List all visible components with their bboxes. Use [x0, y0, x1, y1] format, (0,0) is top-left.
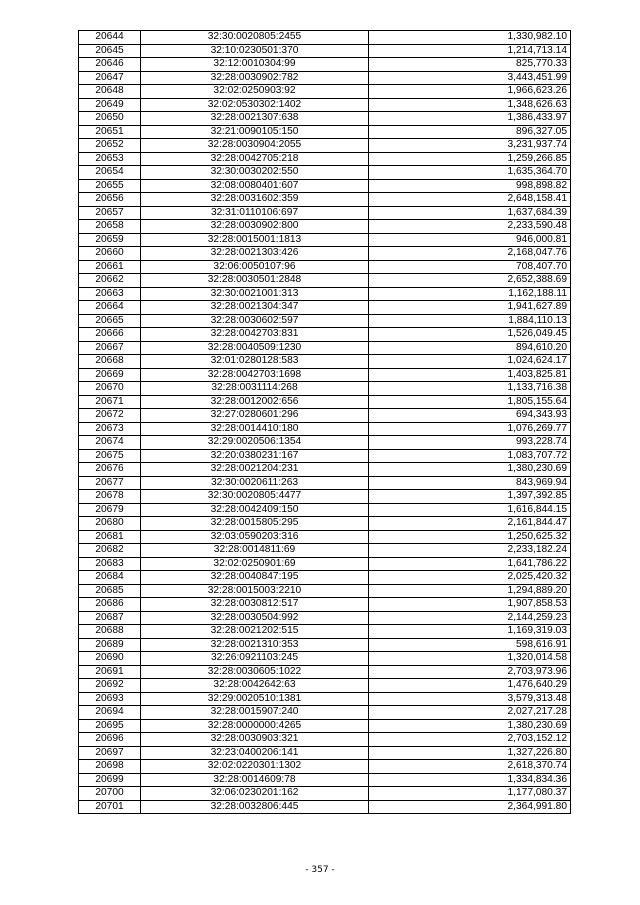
value-cell: 1,884,110.13 [369, 314, 571, 328]
value-cell: 3,231,937.74 [369, 139, 571, 153]
cadastral-number-cell: 32:30:0020805:2455 [141, 31, 369, 45]
row-number-cell: 20666 [79, 328, 141, 342]
table-row [79, 476, 571, 490]
table-row [79, 139, 571, 153]
cadastral-number-cell: 32:28:0021304:347 [141, 301, 369, 315]
table-row [79, 31, 571, 45]
value-cell: 1,476,640.29 [369, 679, 571, 693]
cadastral-number-cell: 32:28:0014410:180 [141, 422, 369, 436]
cadastral-number-cell: 32:28:0030902:800 [141, 220, 369, 234]
row-number-cell: 20700 [79, 787, 141, 801]
table-row [79, 233, 571, 247]
row-number-cell: 20687 [79, 611, 141, 625]
cadastral-number-cell: 32:28:0040509:1230 [141, 341, 369, 355]
value-cell: 1,403,825.81 [369, 368, 571, 382]
table-row [79, 625, 571, 639]
value-cell: 1,805,155.64 [369, 395, 571, 409]
row-number-cell: 20665 [79, 314, 141, 328]
value-cell: 2,027,217.28 [369, 706, 571, 720]
table-row [79, 166, 571, 180]
table-row [79, 152, 571, 166]
row-number-cell: 20651 [79, 125, 141, 139]
row-number-cell: 20672 [79, 409, 141, 423]
value-cell: 1,133,716.38 [369, 382, 571, 396]
cadastral-number-cell: 32:28:0042703:831 [141, 328, 369, 342]
value-cell: 3,579,313.48 [369, 692, 571, 706]
cadastral-number-cell: 32:29:0020510:1381 [141, 692, 369, 706]
value-cell: 1,348,626.63 [369, 98, 571, 112]
table-row [79, 530, 571, 544]
value-cell: 1,380,230.69 [369, 719, 571, 733]
cadastral-number-cell: 32:28:0031602:359 [141, 193, 369, 207]
cadastral-number-cell: 32:03:0590203:316 [141, 530, 369, 544]
cadastral-number-cell: 32:28:0021307:638 [141, 112, 369, 126]
table-row [79, 463, 571, 477]
row-number-cell: 20693 [79, 692, 141, 706]
row-number-cell: 20644 [79, 31, 141, 45]
row-number-cell: 20645 [79, 44, 141, 58]
table-row [79, 760, 571, 774]
page-number: - 357 - [305, 865, 335, 875]
cadastral-number-cell: 32:28:0015001:1813 [141, 233, 369, 247]
cadastral-number-cell: 32:06:0050107:96 [141, 260, 369, 274]
value-cell: 1,250,625.32 [369, 530, 571, 544]
row-number-cell: 20678 [79, 490, 141, 504]
cadastral-number-cell: 32:28:0021310:353 [141, 638, 369, 652]
value-cell: 2,233,590.48 [369, 220, 571, 234]
value-cell: 1,637,684.39 [369, 206, 571, 220]
row-number-cell: 20681 [79, 530, 141, 544]
table-row [79, 692, 571, 706]
table-row [79, 247, 571, 261]
value-cell: 708,407.70 [369, 260, 571, 274]
value-cell: 1,162,188.11 [369, 287, 571, 301]
value-cell: 694,343.93 [369, 409, 571, 423]
table-row [79, 746, 571, 760]
cadastral-number-cell: 32:02:0220301:1302 [141, 760, 369, 774]
table-row [79, 206, 571, 220]
row-number-cell: 20695 [79, 719, 141, 733]
value-cell: 1,941,627.89 [369, 301, 571, 315]
cadastral-number-cell: 32:30:0021001:313 [141, 287, 369, 301]
row-number-cell: 20673 [79, 422, 141, 436]
table-row [79, 719, 571, 733]
value-cell: 2,652,388.69 [369, 274, 571, 288]
row-number-cell: 20662 [79, 274, 141, 288]
table-row [79, 287, 571, 301]
row-number-cell: 20650 [79, 112, 141, 126]
value-cell: 1,076,269.77 [369, 422, 571, 436]
value-cell: 1,083,707.72 [369, 449, 571, 463]
value-cell: 598,616.91 [369, 638, 571, 652]
table-row [79, 274, 571, 288]
table-row [79, 85, 571, 99]
table-row [79, 395, 571, 409]
cadastral-number-cell: 32:12:0010304:99 [141, 58, 369, 72]
table-row [79, 436, 571, 450]
cadastral-number-cell: 32:28:0030812:517 [141, 598, 369, 612]
row-number-cell: 20691 [79, 665, 141, 679]
cadastral-number-cell: 32:21:0090105:150 [141, 125, 369, 139]
value-cell: 1,397,392.85 [369, 490, 571, 504]
cadastral-number-cell: 32:28:0021303:426 [141, 247, 369, 261]
value-cell: 2,161,844.47 [369, 517, 571, 531]
value-cell: 998,898.82 [369, 179, 571, 193]
cadastral-number-cell: 32:08:0080401:607 [141, 179, 369, 193]
table-row [79, 382, 571, 396]
cadastral-number-cell: 32:29:0020506:1354 [141, 436, 369, 450]
table-row [79, 517, 571, 531]
row-number-cell: 20692 [79, 679, 141, 693]
table-row [79, 611, 571, 625]
cadastral-number-cell: 32:31:0110106:697 [141, 206, 369, 220]
value-cell: 1,616,844.15 [369, 503, 571, 517]
table-row [79, 773, 571, 787]
value-cell: 2,025,420.32 [369, 571, 571, 585]
cadastral-number-cell: 32:02:0530302:1402 [141, 98, 369, 112]
value-cell: 2,618,370.74 [369, 760, 571, 774]
table-row [79, 71, 571, 85]
row-number-cell: 20661 [79, 260, 141, 274]
table-row [79, 638, 571, 652]
table-row [79, 355, 571, 369]
row-number-cell: 20690 [79, 652, 141, 666]
table-row [79, 787, 571, 801]
table-row [79, 449, 571, 463]
table-row [79, 98, 571, 112]
row-number-cell: 20677 [79, 476, 141, 490]
cadastral-number-cell: 32:28:0040847:195 [141, 571, 369, 585]
table-row [79, 503, 571, 517]
cadastral-number-cell: 32:01:0280128:583 [141, 355, 369, 369]
row-number-cell: 20657 [79, 206, 141, 220]
cadastral-number-cell: 32:28:0030904:2055 [141, 139, 369, 153]
value-cell: 2,233,182.24 [369, 544, 571, 558]
value-cell: 2,144,259.23 [369, 611, 571, 625]
value-cell: 993,228.74 [369, 436, 571, 450]
cadastral-number-cell: 32:10:0230501:370 [141, 44, 369, 58]
table-row [79, 800, 571, 814]
table-row [79, 598, 571, 612]
value-cell: 1,380,230.69 [369, 463, 571, 477]
cadastral-number-cell: 32:28:0030602:597 [141, 314, 369, 328]
row-number-cell: 20682 [79, 544, 141, 558]
row-number-cell: 20664 [79, 301, 141, 315]
row-number-cell: 20655 [79, 179, 141, 193]
row-number-cell: 20660 [79, 247, 141, 261]
value-cell: 2,703,152.12 [369, 733, 571, 747]
cadastral-number-cell: 32:28:0042703:1698 [141, 368, 369, 382]
table-row [79, 368, 571, 382]
table-row [79, 341, 571, 355]
table-row [79, 544, 571, 558]
cadastral-number-cell: 32:28:0032806:445 [141, 800, 369, 814]
value-cell: 825,770.33 [369, 58, 571, 72]
row-number-cell: 20698 [79, 760, 141, 774]
row-number-cell: 20663 [79, 287, 141, 301]
cadastral-number-cell: 32:28:0030504:992 [141, 611, 369, 625]
table-row [79, 314, 571, 328]
row-number-cell: 20659 [79, 233, 141, 247]
cadastral-number-cell: 32:28:0042705:218 [141, 152, 369, 166]
row-number-cell: 20674 [79, 436, 141, 450]
cadastral-number-cell: 32:26:0921103:245 [141, 652, 369, 666]
table-row [79, 679, 571, 693]
value-cell: 3,443,451.99 [369, 71, 571, 85]
value-cell: 1,320,014.58 [369, 652, 571, 666]
table-row [79, 652, 571, 666]
registry-table [78, 30, 571, 814]
cadastral-number-cell: 32:28:0030605:1022 [141, 665, 369, 679]
row-number-cell: 20680 [79, 517, 141, 531]
cadastral-number-cell: 32:28:0042409:150 [141, 503, 369, 517]
cadastral-number-cell: 32:28:0030501:2848 [141, 274, 369, 288]
table-row [79, 193, 571, 207]
row-number-cell: 20686 [79, 598, 141, 612]
value-cell: 2,703,973.96 [369, 665, 571, 679]
row-number-cell: 20646 [79, 58, 141, 72]
row-number-cell: 20688 [79, 625, 141, 639]
value-cell: 1,294,889.20 [369, 584, 571, 598]
cadastral-number-cell: 32:28:0014811:69 [141, 544, 369, 558]
table-row [79, 490, 571, 504]
row-number-cell: 20679 [79, 503, 141, 517]
row-number-cell: 20684 [79, 571, 141, 585]
value-cell: 1,214,713.14 [369, 44, 571, 58]
value-cell: 1,024,624.17 [369, 355, 571, 369]
value-cell: 1,966,623.26 [369, 85, 571, 99]
cadastral-number-cell: 32:28:0021204:231 [141, 463, 369, 477]
row-number-cell: 20656 [79, 193, 141, 207]
value-cell: 2,168,047.76 [369, 247, 571, 261]
row-number-cell: 20668 [79, 355, 141, 369]
table-row [79, 733, 571, 747]
row-number-cell: 20658 [79, 220, 141, 234]
row-number-cell: 20683 [79, 557, 141, 571]
value-cell: 1,635,364.70 [369, 166, 571, 180]
table-row [79, 665, 571, 679]
row-number-cell: 20649 [79, 98, 141, 112]
table-row [79, 179, 571, 193]
row-number-cell: 20675 [79, 449, 141, 463]
cadastral-number-cell: 32:28:0015805:295 [141, 517, 369, 531]
table-row [79, 301, 571, 315]
table-row [79, 557, 571, 571]
value-cell: 946,000.81 [369, 233, 571, 247]
row-number-cell: 20647 [79, 71, 141, 85]
cadastral-number-cell: 32:20:0380231:167 [141, 449, 369, 463]
row-number-cell: 20654 [79, 166, 141, 180]
cadastral-number-cell: 32:28:0000000:4265 [141, 719, 369, 733]
row-number-cell: 20669 [79, 368, 141, 382]
row-number-cell: 20652 [79, 139, 141, 153]
table-row [79, 328, 571, 342]
row-number-cell: 20685 [79, 584, 141, 598]
cadastral-number-cell: 32:30:0020611:263 [141, 476, 369, 490]
row-number-cell: 20670 [79, 382, 141, 396]
row-number-cell: 20696 [79, 733, 141, 747]
table-row [79, 584, 571, 598]
value-cell: 1,526,049.45 [369, 328, 571, 342]
cadastral-number-cell: 32:28:0042642:63 [141, 679, 369, 693]
cadastral-number-cell: 32:30:0020805:4477 [141, 490, 369, 504]
cadastral-number-cell: 32:28:0012002:656 [141, 395, 369, 409]
table-row [79, 125, 571, 139]
value-cell: 1,334,834.36 [369, 773, 571, 787]
row-number-cell: 20676 [79, 463, 141, 477]
table-row [79, 44, 571, 58]
row-number-cell: 20667 [79, 341, 141, 355]
table-row [79, 58, 571, 72]
cadastral-number-cell: 32:28:0021202:515 [141, 625, 369, 639]
value-cell: 1,169,319.03 [369, 625, 571, 639]
row-number-cell: 20701 [79, 800, 141, 814]
row-number-cell: 20694 [79, 706, 141, 720]
row-number-cell: 20697 [79, 746, 141, 760]
cadastral-number-cell: 32:30:0030202:550 [141, 166, 369, 180]
row-number-cell: 20671 [79, 395, 141, 409]
row-number-cell: 20648 [79, 85, 141, 99]
cadastral-number-cell: 32:28:0030902:782 [141, 71, 369, 85]
value-cell: 2,648,158.41 [369, 193, 571, 207]
value-cell: 1,641,786.22 [369, 557, 571, 571]
value-cell: 843,969.94 [369, 476, 571, 490]
cadastral-number-cell: 32:28:0015907:240 [141, 706, 369, 720]
value-cell: 1,177,080.37 [369, 787, 571, 801]
value-cell: 2,364,991.80 [369, 800, 571, 814]
table-row [79, 409, 571, 423]
table-row [79, 422, 571, 436]
value-cell: 894,610.20 [369, 341, 571, 355]
row-number-cell: 20653 [79, 152, 141, 166]
table-row [79, 571, 571, 585]
value-cell: 1,386,433.97 [369, 112, 571, 126]
table-row [79, 260, 571, 274]
value-cell: 1,327,226.80 [369, 746, 571, 760]
value-cell: 896,327.05 [369, 125, 571, 139]
table-row [79, 112, 571, 126]
table-row [79, 706, 571, 720]
cadastral-number-cell: 32:02:0250901:69 [141, 557, 369, 571]
row-number-cell: 20689 [79, 638, 141, 652]
cadastral-number-cell: 32:28:0014609:78 [141, 773, 369, 787]
cadastral-number-cell: 32:02:0250903:92 [141, 85, 369, 99]
cadastral-number-cell: 32:28:0015003:2210 [141, 584, 369, 598]
cadastral-number-cell: 32:28:0031114:268 [141, 382, 369, 396]
value-cell: 1,259,266.85 [369, 152, 571, 166]
value-cell: 1,330,982.10 [369, 31, 571, 45]
table-body [79, 31, 571, 814]
cadastral-number-cell: 32:27:0280601:296 [141, 409, 369, 423]
table-row [79, 220, 571, 234]
row-number-cell: 20699 [79, 773, 141, 787]
value-cell: 1,907,858.53 [369, 598, 571, 612]
cadastral-number-cell: 32:23:0400206:141 [141, 746, 369, 760]
cadastral-number-cell: 32:28:0030903:321 [141, 733, 369, 747]
cadastral-number-cell: 32:06:0230201:162 [141, 787, 369, 801]
